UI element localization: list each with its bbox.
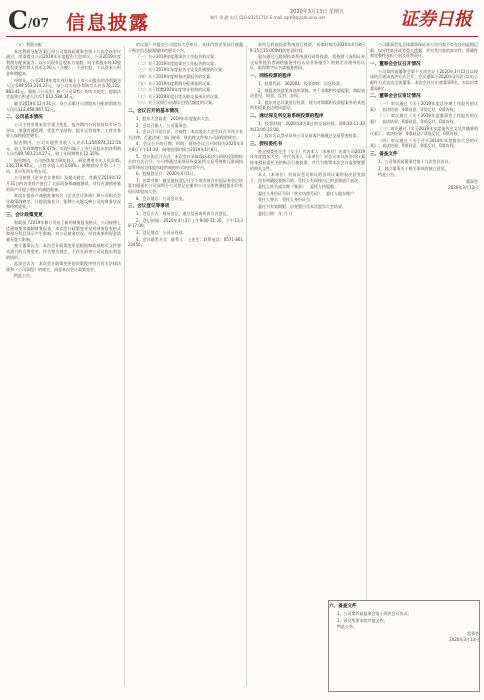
column-divider	[366, 46, 367, 686]
paragraph: 受托人签名：受托人身份证号：	[258, 197, 314, 203]
paragraph: 特此公告。	[378, 172, 398, 178]
section-heading: 六、备查文件	[329, 604, 357, 609]
section-heading: 三、会议登记等事项	[128, 204, 170, 210]
paragraph: 监事会认为：本次会计政策变更的决策程序符合有关法律法规和《公司章程》的规定，同意本次会计政策变更。	[6, 261, 121, 272]
paragraph: （四）关于2019年度财务决算报告的议案；	[136, 73, 215, 79]
paragraph: （八）关于向银行申请综合授信额度的议案。	[136, 100, 216, 106]
paragraph: （六）关于续聘2020年度审计机构的议案；	[136, 87, 215, 93]
paragraph: 截至2019年12月31日，母公司累计可供股东分配的利润为人民币312,458,967.52元。	[6, 100, 121, 112]
paragraph: 8、会议地点：公司会议室。	[136, 195, 187, 201]
signature-line: 2020年3月13日	[448, 185, 478, 191]
paragraph: 1、股东大会届次：2019年年度股东大会。	[136, 115, 213, 121]
paragraph: （三）关于2019年年度报告全文及其摘要的议案；	[136, 67, 227, 73]
paragraph: 6、股权登记日：2020年4月1日。	[136, 171, 198, 177]
paragraph: （二）关于2019年度监事会工作报告的议案；	[136, 60, 219, 66]
date-line: 2020年3月13日 星期五	[290, 9, 344, 15]
page-number	[8, 6, 49, 35]
paragraph: （四）审议通过《关于召开2019年年度股东大会的议案》；表决结果：9票同意，0票反对，0票弃权。	[370, 137, 478, 149]
column-2	[128, 42, 243, 692]
paragraph: 本次利润分配方案已经公司第四届董事会第十九次会议审议通过，尚需提交公司2019年年度股东大会审议。公司2019年度利润分配预案为：以公司现有总股本为基数，向全体股东每10股派发现金红利人民币1.00元（含税），不送红股，不以资本公积金转增股本。	[6, 48, 121, 76]
paragraph: （三）审议通过《关于2019年年度报告全文及其摘要的议案》；表决结果：9票同意，0票反对，0票弃权。	[370, 125, 478, 137]
paragraph: （一）审议通过《关于2019年度总经理工作报告的议案》；表决结果：9票同意，0票反对，0票弃权。	[370, 101, 478, 112]
page-number-suffix: /07	[27, 16, 49, 30]
paragraph: 特此公告。	[337, 624, 357, 630]
paragraph: 2、独立董事关于相关事项的独立意见。	[378, 165, 449, 171]
signature-line: 董事会	[466, 178, 478, 184]
paragraph: 公司董事会及全体董事保证本公告内容不存在任何虚假记载、误导性陈述或者重大遗漏，并对其内容的真实性、准确性和完整性承担个别及连带责任。	[370, 42, 478, 59]
section-heading: 二、董事会会议审议情况	[370, 94, 421, 100]
paragraph: 委托人姓名或名称（签章）：委托人持股数：	[258, 184, 338, 190]
section-heading: 二、通过深交所交易系统投票的程序	[250, 113, 324, 119]
paragraph: 1、登记方式：现场登记、通过信函或传真方式登记。	[136, 211, 231, 217]
paragraph: 2、填报表决意见或选举票数。对于非累积投票提案，填报表决意见：同意、反对、弃权。	[250, 87, 365, 99]
paragraph: 2、会议召集人：公司董事会。	[136, 122, 191, 128]
paragraph: 2、深交所要求的其他文件。	[337, 617, 388, 623]
paragraph: 1、公司第四届董事会第十九次会议决议；	[378, 158, 453, 164]
column-1	[6, 42, 121, 692]
notice-box	[328, 600, 480, 692]
paragraph: 3、登记地点：公司证券部。	[136, 230, 187, 236]
section-heading: 一、网络投票的程序	[250, 73, 292, 79]
paragraph: 的议案》并提交公司股东大会审议，具体内容详见同日披露于指定信息披露媒体的相关公告。	[128, 42, 243, 53]
section-heading: 三、会计政策变更	[6, 213, 43, 219]
paragraph: （五）利润分配	[14, 42, 42, 47]
paragraph: 4、会议召开的日期、时间：现场会议召开时间为2020年4月8日下午14:30；网络投票时间为2020年4月8日。	[128, 141, 243, 152]
paragraph: 本次计提资产减值准备符合《企业会计准则》和公司相关会计政策的规定，计提依据充分，能够公允地反映公司的财务状况和经营成果。	[6, 193, 121, 210]
paragraph: 报告期内，公司持续加大研发投入，研发费用支出人民币45,236,118.92元，占营业收入的3.60%，新增授权专利二十三项，其中发明专利五项。	[6, 157, 121, 174]
column-divider	[246, 46, 247, 686]
signature-line: 监事会	[467, 630, 479, 636]
paragraph: 公司主营业务未发生重大变化，报告期内公司坚持以市场为导向，加强内部管理，优化产品结构，提升运营效率，主营业务收入保持稳定增长。	[6, 122, 121, 139]
paragraph: 委托书有效期限：自签署日至本次股东大会结束。	[258, 204, 346, 210]
page-letter: C	[8, 6, 28, 35]
section-heading: 一、董事会会议召开情况	[370, 61, 421, 67]
contact-line: 制作 周 鹂 电话 010-83251716 E-mail zqrb9@zqrb.sina.net	[210, 15, 326, 20]
paragraph: 7、出席对象：截至股权登记日下午收市时在中国证券登记结算有限责任公司深圳分公司登记在册的公司全体普通股股东均有权出席股东大会。	[128, 177, 243, 195]
page-header	[0, 0, 484, 42]
paragraph: 兹全权委托先生（女士）代表本人（本单位）出席公司2019年年度股东大会，并代表本人（本单位）对会议审议的各项议案按本授权委托书的指示行使投票，并代为签署本次会议需要签署的相关文件。	[250, 148, 365, 171]
paragraph: 1、投票时间：2020年4月8日的交易时间，即9:30-11:30和13:00-15:00。	[250, 120, 365, 132]
paragraph: 公司按照《企业会计准则》及相关规定，对截至2019年12月31日的各类资产进行了全面清查和减值测试，对存在减值迹象的资产计提了相应的减值准备。	[6, 175, 121, 192]
section-title: 信息披露	[66, 12, 151, 34]
paragraph: 3、会议召开的合法、合规性：本次股东大会会议召开符合有关法律、行政法规、部门规章、规范性文件和公司章程的规定。	[128, 129, 243, 140]
paragraph: （七）关于2020年度日常关联交易预计的议案；	[136, 93, 223, 99]
paragraph: 报告期内，公司实现营业收入人民币1,256,874,312.56元，较上年同期增长8.47%；实现归属于上市公司股东的净利润人民币89,563,214.27元，较上年同期增长12.35%。	[6, 139, 121, 157]
paragraph: 本人（本单位）对该次会议审议的各项议案的表决意见如下，没有明确投票指示的，受托人有权按自己的意愿进行表决。	[250, 172, 365, 183]
column-divider	[124, 46, 125, 686]
paragraph: 2、登记时间：2020年4月3日上午9:00-11:30，下午13:30-17:00。	[128, 217, 243, 229]
section-heading: 三、备查文件	[370, 151, 398, 157]
paragraph: 经审计，公司2019年度实现归属于上市公司股东的净利润为人民币89,563,214.27元，母公司实现净利润为人民币76,125,883.41元，根据《公司法》和《公司章程》的有关规定，提取法定盈余公积金人民币7,612,588.34元。	[6, 77, 121, 100]
paragraph: 2、股东可以登录证券公司交易客户端通过交易系统投票。	[258, 133, 361, 139]
paragraph: 4、会议联系方式：联系人：王先生；联系电话：0571-86123456。	[128, 236, 243, 248]
column-4	[370, 42, 478, 592]
paragraph: （五）关于2019年度利润分配预案的议案；	[136, 80, 215, 86]
newspaper-logo: 证券日报	[400, 9, 472, 30]
paragraph: 股东通过互联网投票系统进行网络投票，需按照《深圳证券交易所投资者网络服务身份认证业务指引》的规定办理身份认证，取得数字证书或服务密码。	[250, 54, 365, 71]
section-heading: 三、授权委托书	[250, 141, 283, 147]
paragraph: 公司第四届董事会第十九次会议于2020年3月12日以现场结合通讯表决方式召开，会议通知于2020年3月2日以电子邮件方式送达全体董事。本次会议应出席董事9名，实际出席董事9名。	[370, 68, 478, 91]
paragraph: 3、股东对总议案进行投票，视为对除累积投票提案外的其他所有提案表达相同意见。	[250, 99, 365, 111]
header-rule	[6, 36, 478, 37]
signature-line: 2020年3月13日	[449, 637, 479, 643]
paragraph: 5、会议的召开方式：本次会议采取现场表决与网络投票相结合的方式召开。公司将通过深圳证券交易所交易系统和互联网投票系统向全体股东提供网络形式的投票平台。	[128, 153, 243, 170]
section-heading: 二、公司基本情况	[6, 115, 43, 121]
paragraph: 委托人身份证号码（营业执照号码）：委托人股东账户：	[258, 190, 358, 196]
section-heading: 二、会议召开的基本情况	[128, 108, 179, 114]
paragraph: 1、投票代码：362001；投票简称：信息投票。	[258, 80, 344, 86]
paragraph: （二）审议通过《关于2019年度董事会工作报告的议案》；表决结果：9票同意，0票反对，0票弃权。	[370, 113, 478, 124]
paragraph: 本所互联网投票系统进行投票，具体时间为2020年4月8日9:15至15:00期间的任意时间。	[250, 42, 365, 53]
paragraph: 委托日期：年 月 日	[258, 210, 293, 216]
paragraph: （一）关于2019年度董事会工作报告的议案；	[136, 54, 219, 60]
paragraph: 特此公告。	[14, 273, 34, 279]
paragraph: 1、公司第四届监事会第十四次会议决议；	[337, 611, 412, 616]
column-3	[250, 42, 365, 692]
paragraph: 独立董事认为：本次会计政策变更是根据财政部相关文件要求进行的合理变更，符合相关规定，不存在损害公司及股东利益的情形。	[6, 243, 121, 260]
paragraph: 财政部于2019年修订发布了新的财务报表格式，公司按照上述通知要求编制财务报表，本次会计政策变更仅对财务报表格式和部分科目列示产生影响，对公司财务状况、经营成果和现金流量无重大影响。	[6, 220, 121, 242]
